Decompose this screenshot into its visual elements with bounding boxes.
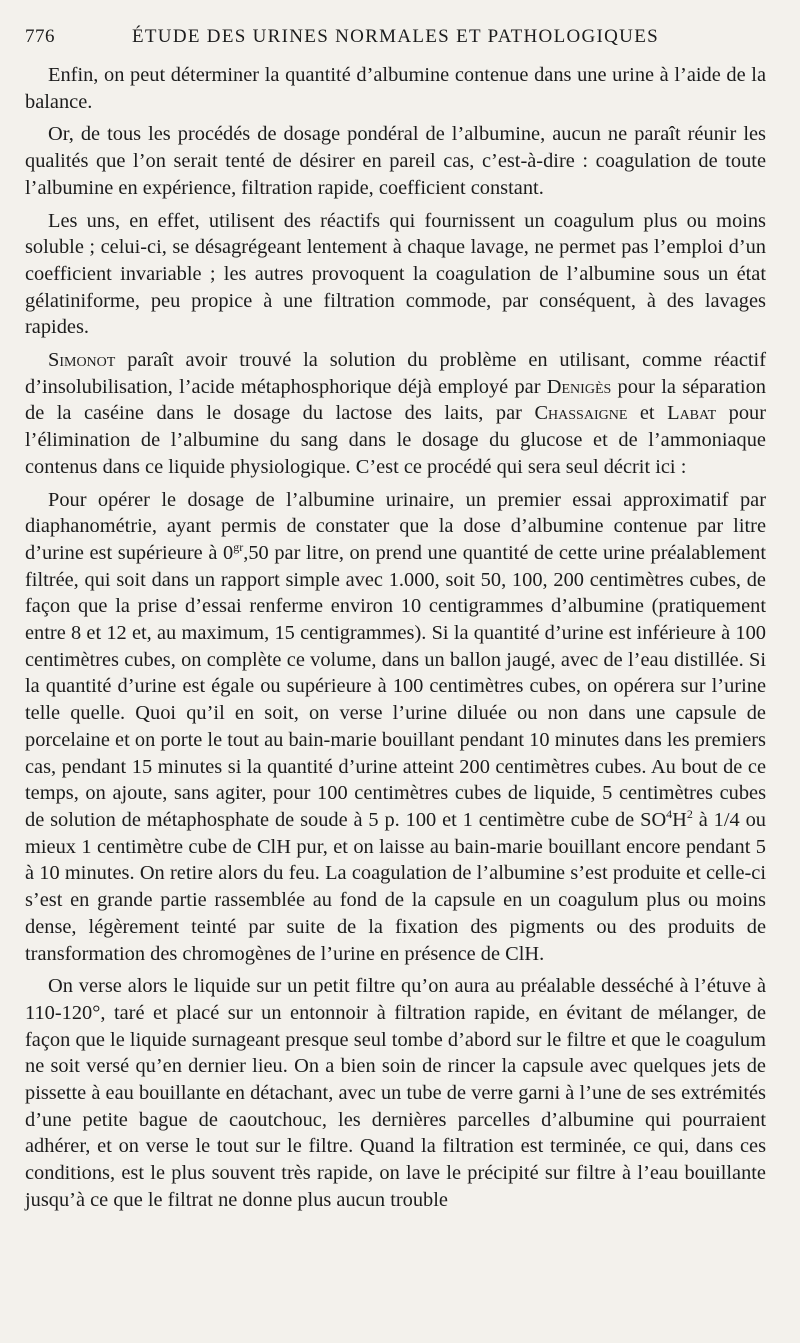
paragraph-4 <box>25 347 766 481</box>
paragraph-3: Les uns, en effet, utilisent des réactifs qui fournissent un coagulum plus ou moins soluble ; celui-ci, se désagrégeant lentement à chaque lavage, ne permet pas l’emploi d’un coefficient invariable ; les autres provoquent la coagulation de l’albumine sous un état gélatiniforme, peu propice à une filtration commode, par conséquent, à des lavages rapides. <box>25 209 766 339</box>
superscript: 2 <box>686 807 693 822</box>
superscript: gr <box>233 540 244 555</box>
text-segment: pour la séparation de la caséine dans le dosage du lactose des laits, par <box>25 375 766 425</box>
text-segment: et <box>627 402 668 425</box>
author-name: Simonot <box>48 349 116 372</box>
author-name: Chassaigne <box>534 402 628 425</box>
paragraph-1: Enfin, on peut déterminer la quantité d’albumine contenue dans une urine à l’aide de la balance. <box>25 64 766 113</box>
text-segment: H <box>672 808 687 831</box>
running-title: ÉTUDE DES URINES NORMALES ET PATHOLOGIQUES <box>132 26 659 47</box>
text-segment: à 1/4 ou mieux 1 centimètre cube de ClH pur, et on laisse au bain-marie bouillant encore pendant 5 à 10 minutes. On retire alors du feu. La coagulation de l’albumine s’est produite et celle-ci s’est en grande partie rassemblée au fond de la capsule en un coagulum plus ou moins dense, légèrement teinté par suite de la fixation des pigments ou des produits de transformation des chromogènes de l’urine en présence de ClH. <box>25 808 766 965</box>
paragraph-2: Or, de tous les procédés de dosage pondéral de l’albumine, aucun ne paraît réunir les qualités que l’on serait tenté de désirer en pareil cas, c’est-à-dire : coagulation de toute l’albumine en expérience, filtration rapide, coefficient constant. <box>25 123 766 199</box>
author-name: Denigès <box>546 375 612 398</box>
author-name: Labat <box>667 402 717 425</box>
paragraph-5 <box>25 487 766 968</box>
text-segment: pour l’élimination de l’albumine du sang dans le dosage du glucose et de l’ammoniaque contenus dans ce liquide physiologique. C’est ce procédé qui sera seul décrit ici : <box>25 402 766 478</box>
text-segment: ,50 par litre, on prend une quantité de cette urine préalablement filtrée, qui soit dans un rapport simple avec 1.000, soit 50, 100, 200 centimètres cubes, de façon que la prise d’essai renferme environ 10 centigrammes d’albumine (pratiquement entre 8 et 12 et, au maximum, 15 centigrammes). Si la quantité d’urine est inférieure à 100 centimètres cubes, on complète ce volume, dans un ballon jaugé, avec de l’eau distillée. Si la quantité d’urine est égale ou supérieure à 100 centimètres cubes, on opérera sur l’urine telle quelle. Quoi qu’il en soit, on verse l’urine diluée ou non dans une capsule de porcelaine et on porte le tout au bain-marie bouillant pendant 10 minutes dans les premiers cas, pendant 15 minutes si la quantité d’urine atteint 200 centimètres cubes. Au bout de ce temps, on ajoute, sans agiter, pour 100 centimètres cubes de liquide, 5 centimètres cubes de solution de métaphosphate de soude à 5 p. 100 et 1 centimètre cube de SO <box>25 541 767 831</box>
page-number: 776 <box>25 26 55 47</box>
text-segment: paraît avoir trouvé la solution du problème en utilisant, comme réactif d’insolubilisation, l’acide métaphosphorique déjà employé par <box>25 349 766 398</box>
body-text <box>25 62 766 1214</box>
paragraph-6: On verse alors le liquide sur un petit filtre qu’on aura au préalable desséché à l’étuve à 110-120°, taré et placé sur un entonnoir à filtration rapide, en évitant de mélanger, de façon que le liquide surnageant presque seul tombe d’abord sur le filtre et que le coagulum ne soit versé qu’en dernier lieu. On a bien soin de rincer la capsule avec quelques jets de pissette à eau bouillante en détachant, avec un tube de verre garni à l’une de ses extrémités d’une petite bague de caoutchouc, les dernières parcelles d’albumine qui pourraient adhérer, et on verse le tout sur le filtre. Quand la filtration est terminée, ce qui, dans ces conditions, est le plus souvent très rapide, on lave le précipité sur filtre à l’eau bouillante jusqu’à ce que le filtrat ne donne plus aucun trouble <box>25 975 766 1211</box>
superscript: 4 <box>666 807 673 822</box>
page-header <box>25 22 766 52</box>
text-segment: Pour opérer le dosage de l’albumine urinaire, un premier essai approximatif par diaphanométrie, ayant permis de constater que la dose d’albumine contenue par litre d’urine est supérieure à 0 <box>25 488 766 564</box>
